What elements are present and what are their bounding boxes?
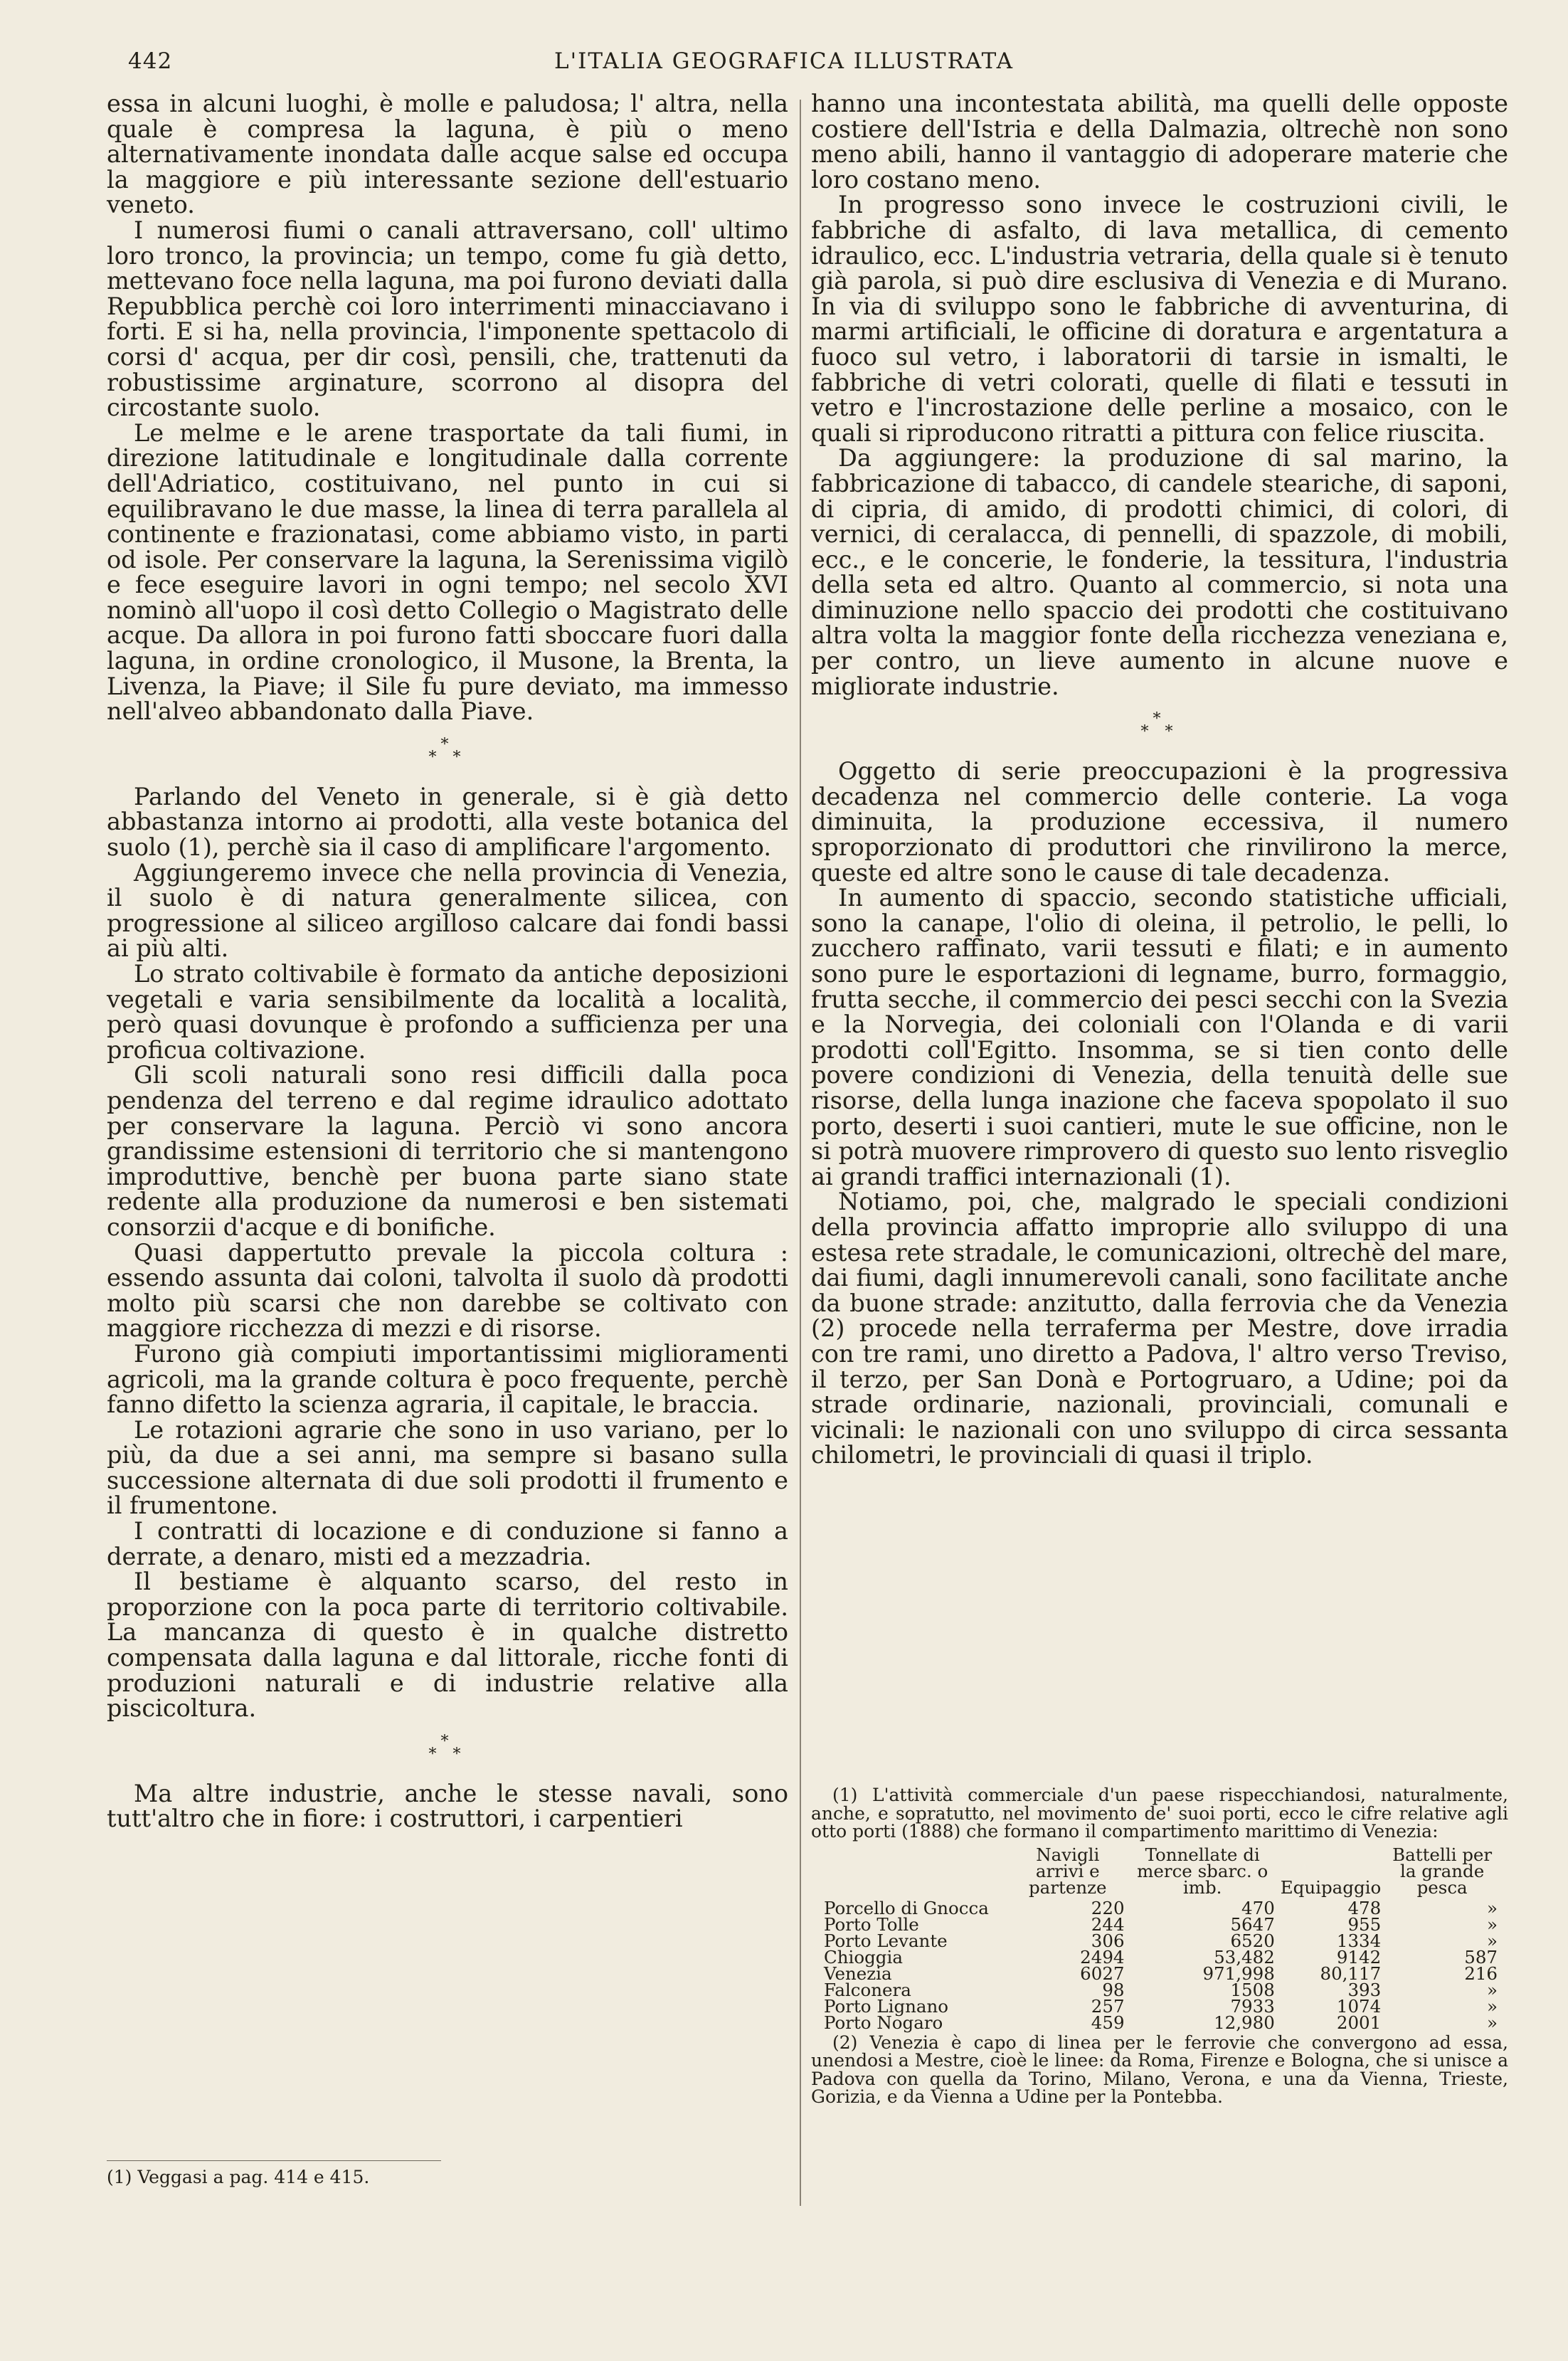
paragraph: Furono già compiuti importantissimi miglioramenti agricoli, ma la grande coltura è poco frequente, perchè fanno difetto la scienza agraria, il capitale, le braccia. [107, 1339, 788, 1419]
paragraph: Oggetto di serie preoccupazioni è la progressiva decadenza nel commercio delle conterie. La voga diminuita, la produzione eccessiva, il numero sproporzionato di produttori che rinvilirono la merce, queste ed altre sono le cause di tale decadenza. [811, 757, 1508, 887]
running-title: L'ITALIA GEOGRAFICA ILLUSTRATA [554, 48, 1014, 74]
paragraph: Le melme e le arene trasportate da tali fiumi, in direzione latitudinale e longitudinale dalla corrente dell'Adriatico, costituivano, nel punto in cui si equilibravano le due masse, la linea di terra parallela al continente e frazionatasi, come abbiamo visto, in parti od isole. Per conservare la laguna, la Serenissima vigilò e fece eseguire lavori in ogni tempo; nel secolo XVI nominò all'uopo il così detto Collegio o Magistrato delle acque. Da allora in poi furono fatti sboccare fuori dalla laguna, in ordine cronologico, il Musone, la Brenta, la Livenza, la Piave; il Sile fu pure deviato, ma immesso nell'alveo abbandonato dalla Piave. [107, 418, 788, 726]
port-name: Porcello di Gnocca [824, 1897, 989, 1918]
port-name: Chioggia [824, 1946, 903, 1967]
table-row [821, 1965, 1500, 1982]
table-cell: 216 [1464, 1963, 1498, 1984]
port-name: Falconera [824, 1979, 911, 2000]
footnote: (1) Veggasi a pag. 414 e 415. [107, 2167, 370, 2187]
paragraph: hanno una incontestata abilità, ma quelli delle opposte costiere dell'Istria e della Dalmazia, oltrechè non sono meno abili, hanno il vantaggio di adoperare materie che loro costano meno. [811, 90, 1508, 194]
table-cell: 220 [1091, 1897, 1125, 1918]
table-cell: 12,980 [1214, 2012, 1275, 2033]
table-cell: » [1487, 1995, 1498, 2017]
table-cell: 2001 [1336, 2012, 1382, 2033]
port-name: Porto Tolle [824, 1913, 919, 1935]
table-header: Tonnellate di merce sbarc. o imb. [1137, 1844, 1268, 1898]
paragraph: Gli scoli naturali sono resi difficili dalla poca pendenza del terreno e dal regime idraulico adottato per conservare la laguna. Perciò vi sono ancora grandissime estensioni di territorio che si mantengono improduttive, benchè per buona parte siano state redente alla produzione da numerosi e ben sistemati consorzii d'acque e di bonifiche. [107, 1061, 788, 1241]
section-separator [107, 1732, 788, 1763]
table-cell: 459 [1091, 2012, 1125, 2033]
left-column [107, 91, 788, 1832]
table-cell: 478 [1347, 1897, 1382, 1918]
paragraph: Notiamo, poi, che, malgrado le speciali condizioni della provincia affatto improprie allo sviluppo di una estesa rete stradale, le comunicazioni, oltrechè del mare, dai fiumi, dagli innumerevoli canali, sono facilitate anche da buone strade: anzitutto, dalla ferrovia che da Venezia (2) procede nella terraferma per Mestre, dove irradia con tre rami, uno diretto a Padova, l' altro verso Treviso, il terzo, per San Donà e Portogruaro, a Udine; poi da strade ordinarie, nazionali, provinciali, comunali e vicinali: le nazionali con uno sviluppo di circa sessanta chilometri, le provinciali di quasi il triplo. [811, 1188, 1508, 1469]
table-header [821, 1847, 1008, 1900]
paragraph: Ma altre industrie, anche le stesse navali, sono tutt'altro che in fiore: i costruttori, i carpentieri [107, 1779, 788, 1833]
port-name: Venezia [824, 1963, 892, 1984]
table-cell: 7933 [1230, 1995, 1275, 2017]
table-cell: 306 [1091, 1930, 1125, 1951]
table-header: Equipaggio [1280, 1876, 1382, 1898]
table-cell: 80,117 [1320, 1963, 1382, 1984]
table-cell: » [1487, 1930, 1498, 1951]
table-cell: 1334 [1336, 1930, 1382, 1951]
footnote-rule [107, 2160, 441, 2161]
paragraph: Le rotazioni agrarie che sono in uso variano, per lo più, da due a sei anni, ma sempre si basano sulla successione alternata di due soli prodotti il frumento e il frumentone. [107, 1415, 788, 1520]
separator-line: * * [428, 748, 467, 766]
port-name: Porto Nogaro [824, 2012, 943, 2033]
table-cell: 257 [1091, 1995, 1125, 2017]
right-footnote-block [811, 1786, 1508, 2106]
paragraph: In aumento di spaccio, secondo statistiche ufficiali, sono la canape, l'olio di oleina, il petrolio, le pelli, lo zucchero raffinato, varii tessuti e filati; e in aumento sono pure le esportazioni di legname, burro, formaggio, frutta secche, il commercio dei pesci secchi con la Svezia e la Norvegia, dei coloniali con l'Olanda e di varii prodotti coll'Egitto. Insomma, se si tien conto delle povere condizioni di Venezia, della tenuità delle sue risorse, della lunga inazione che faceva spopolato il suo porto, deserti i suoi cantieri, mute le sue officine, non le si potrà muovere rimprovero di questo suo lento risveglio ai grandi traffici internazionali (1). [811, 884, 1508, 1190]
separator-line: * [1153, 710, 1167, 729]
paragraph: Da aggiungere: la produzione di sal marino, la fabbricazione di tabacco, di candele steariche, di saponi, di cipria, di amido, di prodotti chimici, di colori, di vernici, di ceralacca, di pennelli, di spazzole, di mobili, ecc., e le concerie, le fonderie, la tessitura, l'industria della seta ed altro. Quanto al commercio, si nota una diminuzione nello spaccio dei prodotti che costituivano altra volta la maggior fonte della ricchezza veneziana e, per contro, un lieve aumento in alcune nuove e migliorate industrie. [811, 444, 1508, 700]
table-cell: » [1487, 1913, 1498, 1935]
table-cell: » [1487, 1979, 1498, 2000]
separator-line: * [440, 1732, 455, 1750]
separator-line: * * [1140, 723, 1179, 741]
table-row [821, 1949, 1500, 1965]
paragraph: Aggiungeremo invece che nella provincia di Venezia, il suolo è di natura generalmente silicea, con progressione al siliceo argilloso calcare dai fondi bassi ai più alti. [107, 858, 788, 963]
paragraph: Lo strato coltivabile è formato da antiche deposizioni vegetali e varia sensibilmente da località a località, però quasi dovunque è profondo a sufficienza per una proficua coltivazione. [107, 960, 788, 1064]
running-head [0, 43, 1568, 85]
table-cell: 244 [1091, 1913, 1125, 1935]
table-cell: 587 [1464, 1946, 1498, 1967]
table-cell: 2494 [1080, 1946, 1125, 1967]
table-row [821, 1900, 1500, 1916]
table-cell: » [1487, 1897, 1498, 1918]
paragraph: In progresso sono invece le costruzioni civili, le fabbriche di asfalto, di lava metallica, di cemento idraulico, ecc. L'industria vetraria, della quale si è tenuto già parola, si può dire esclusiva di Venezia e di Murano. In via di sviluppo sono le fabbriche di avventurina, di marmi artificiali, le officine di doratura e argentatura a fuoco sul vetro, i laboratorii di tarsie in ismalti, le fabbriche di vetri colorati, quelle di filati e tessuti in vetro e l'incrostazione delle perline a mosaico, con le quali si riproducono ritratti a pittura con felice riuscita. [811, 191, 1508, 447]
page-number: 442 [128, 48, 173, 74]
separator-line: * [440, 735, 455, 754]
table-cell: 1074 [1336, 1995, 1382, 2017]
paragraph: Il bestiame è alquanto scarso, del resto in proporzione con la poca parte di territorio coltivabile. La mancanza di questo è in qualche distretto compensata dalla laguna e dal littorale, ricche fonti di produzioni naturali e di industrie relative alla piscicoltura. [107, 1568, 788, 1723]
left-footnote-block [107, 2160, 788, 2187]
table-cell: 6027 [1080, 1963, 1125, 1984]
footnote: (2) Venezia è capo di linea per le ferrovie che convergono ad essa, unendosi a Mestre, cioè le linee: da Roma, Firenze e Bologna, che si unisce a Padova con quella da Torino, Milano, Verona, e una da Vienna, Trieste, Gorizia, e da Vienna a Udine per la Pontebba. [811, 2032, 1509, 2107]
right-column [811, 91, 1508, 1468]
table-header: Navigli arrivi e partenze [1028, 1844, 1107, 1898]
paragraph: I numerosi fiumi o canali attraversano, coll' ultimo loro tronco, la provincia; un tempo, come fu già detto, mettevano foce nella laguna, ma poi furono deviati dalla Repubblica perchè coi loro interrimenti minacciavano i forti. E si ha, nella provincia, l'imponente spettacolo di corsi d' acqua, per dir così, pensili, che, trattenuti da robustissime arginature, scorrono al disopra del circostante suolo. [107, 216, 788, 422]
section-separator [811, 710, 1508, 741]
table-cell: 971,998 [1202, 1963, 1275, 1984]
table-row [821, 2014, 1500, 2031]
table-cell: 5647 [1230, 1913, 1275, 1935]
paragraph: I contratti di locazione e di conduzione si fanno a derrate, a denaro, misti ed a mezzadria. [107, 1517, 788, 1570]
table-cell: 1508 [1230, 1979, 1275, 2000]
port-name: Porto Levante [824, 1930, 948, 1951]
paragraph: Quasi dappertutto prevale la piccola coltura : essendo assunta dai coloni, talvolta il suolo dà prodotti molto più scarsi che non darebbe se coltivato con maggiore ricchezza di mezzi e di risorse. [107, 1238, 788, 1343]
paragraph: essa in alcuni luoghi, è molle e paludosa; l' altra, nella quale è compresa la laguna, è più o meno alternativamente inondata dalle acque salse ed occupa la maggiore e più interessante sezione dell'estuario veneto. [107, 90, 788, 219]
table-header-row [821, 1847, 1500, 1900]
table-cell: 98 [1102, 1979, 1125, 2000]
footnote: (1) L'attività commerciale d'un paese rispecchiandosi, naturalmente, anche, e sopratutto, nel movimento de' suoi porti, ecco le cifre relative agli otto porti (1888) che formano il compartimento marittimo di Venezia: [811, 1785, 1508, 1842]
table-cell: 53,482 [1214, 1946, 1275, 1967]
table-row [821, 1933, 1500, 1949]
column-divider [800, 100, 801, 2206]
port-name: Porto Lignano [824, 1995, 949, 2017]
paragraph: Parlando del Veneto in generale, si è già detto abbastanza intorno ai prodotti, alla veste botanica del suolo (1), perchè sia il caso di amplificare l'argomento. [107, 782, 788, 862]
table-cell: 9142 [1336, 1946, 1382, 1967]
table-cell: » [1487, 2012, 1498, 2033]
table-cell: 955 [1347, 1913, 1382, 1935]
section-separator [107, 735, 788, 766]
ports-table [821, 1844, 1500, 2033]
table-cell: 6520 [1230, 1930, 1275, 1951]
table-cell: 393 [1347, 1979, 1382, 2000]
table-header: Battelli per la grande pesca [1392, 1844, 1493, 1898]
table-cell: 470 [1241, 1897, 1275, 1918]
separator-line: * * [428, 1745, 467, 1763]
